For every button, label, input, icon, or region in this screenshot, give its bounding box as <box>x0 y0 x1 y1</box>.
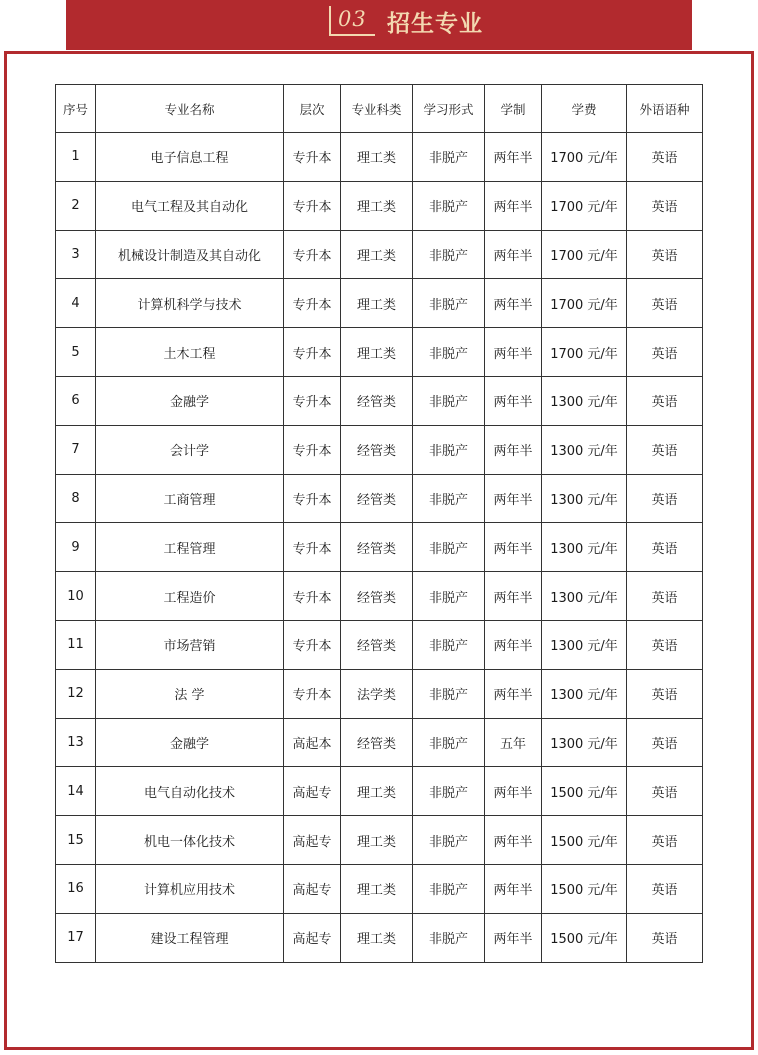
cell-language: 英语 <box>627 376 703 425</box>
table-row <box>56 816 703 865</box>
cell-language: 英语 <box>627 133 703 182</box>
table-row <box>56 230 703 279</box>
cell-major-name: 市场营销 <box>96 620 284 669</box>
cell-duration: 两年半 <box>485 474 542 523</box>
cell-study-mode: 非脱产 <box>413 913 485 962</box>
header-study-mode: 学习形式 <box>413 85 485 133</box>
cell-index: 11 <box>56 620 96 669</box>
cell-index: 16 <box>56 864 96 913</box>
cell-level: 高起专 <box>284 864 341 913</box>
cell-study-mode: 非脱产 <box>413 864 485 913</box>
cell-duration: 两年半 <box>485 767 542 816</box>
cell-level: 专升本 <box>284 425 341 474</box>
cell-index: 7 <box>56 425 96 474</box>
cell-major-name: 机电一体化技术 <box>96 816 284 865</box>
cell-major-name: 金融学 <box>96 376 284 425</box>
cell-tuition: 1300 元/年 <box>542 572 627 621</box>
header-tuition: 学费 <box>542 85 627 133</box>
cell-language: 英语 <box>627 474 703 523</box>
cell-tuition: 1300 元/年 <box>542 376 627 425</box>
cell-tuition: 1300 元/年 <box>542 620 627 669</box>
cell-major-name: 土木工程 <box>96 328 284 377</box>
cell-index: 13 <box>56 718 96 767</box>
cell-category: 理工类 <box>341 181 413 230</box>
cell-duration: 两年半 <box>485 181 542 230</box>
table-row <box>56 133 703 182</box>
cell-study-mode: 非脱产 <box>413 133 485 182</box>
cell-study-mode: 非脱产 <box>413 767 485 816</box>
cell-category: 经管类 <box>341 425 413 474</box>
table-row <box>56 620 703 669</box>
header-level: 层次 <box>284 85 341 133</box>
cell-language: 英语 <box>627 816 703 865</box>
cell-category: 经管类 <box>341 572 413 621</box>
cell-study-mode: 非脱产 <box>413 669 485 718</box>
cell-major-name: 工程管理 <box>96 523 284 572</box>
cell-index: 14 <box>56 767 96 816</box>
section-banner <box>66 0 692 50</box>
table-row <box>56 474 703 523</box>
cell-major-name: 电子信息工程 <box>96 133 284 182</box>
cell-major-name: 工商管理 <box>96 474 284 523</box>
header-language: 外语语种 <box>627 85 703 133</box>
cell-language: 英语 <box>627 181 703 230</box>
cell-level: 专升本 <box>284 133 341 182</box>
table-row <box>56 328 703 377</box>
banner-heading <box>329 6 483 36</box>
cell-major-name: 金融学 <box>96 718 284 767</box>
section-number: 03 <box>338 7 367 31</box>
cell-index: 4 <box>56 279 96 328</box>
cell-category: 理工类 <box>341 328 413 377</box>
cell-study-mode: 非脱产 <box>413 279 485 328</box>
cell-tuition: 1700 元/年 <box>542 181 627 230</box>
cell-language: 英语 <box>627 279 703 328</box>
cell-category: 经管类 <box>341 718 413 767</box>
cell-index: 1 <box>56 133 96 182</box>
cell-language: 英语 <box>627 669 703 718</box>
cell-major-name: 计算机科学与技术 <box>96 279 284 328</box>
cell-level: 专升本 <box>284 669 341 718</box>
cell-duration: 两年半 <box>485 425 542 474</box>
header-duration: 学制 <box>485 85 542 133</box>
cell-study-mode: 非脱产 <box>413 181 485 230</box>
cell-category: 理工类 <box>341 230 413 279</box>
cell-tuition: 1700 元/年 <box>542 328 627 377</box>
cell-index: 6 <box>56 376 96 425</box>
cell-duration: 两年半 <box>485 669 542 718</box>
table-row <box>56 669 703 718</box>
cell-category: 经管类 <box>341 620 413 669</box>
cell-duration: 两年半 <box>485 816 542 865</box>
table-row <box>56 572 703 621</box>
cell-study-mode: 非脱产 <box>413 230 485 279</box>
header-category: 专业科类 <box>341 85 413 133</box>
cell-level: 专升本 <box>284 523 341 572</box>
cell-index: 12 <box>56 669 96 718</box>
cell-index: 9 <box>56 523 96 572</box>
cell-duration: 两年半 <box>485 376 542 425</box>
cell-level: 高起本 <box>284 718 341 767</box>
cell-language: 英语 <box>627 230 703 279</box>
cell-duration: 两年半 <box>485 133 542 182</box>
cell-study-mode: 非脱产 <box>413 328 485 377</box>
table-row <box>56 181 703 230</box>
cell-level: 专升本 <box>284 279 341 328</box>
cell-index: 3 <box>56 230 96 279</box>
cell-language: 英语 <box>627 523 703 572</box>
cell-study-mode: 非脱产 <box>413 376 485 425</box>
cell-index: 15 <box>56 816 96 865</box>
cell-major-name: 机械设计制造及其自动化 <box>96 230 284 279</box>
cell-tuition: 1300 元/年 <box>542 425 627 474</box>
cell-tuition: 1500 元/年 <box>542 913 627 962</box>
cell-tuition: 1700 元/年 <box>542 279 627 328</box>
cell-major-name: 电气工程及其自动化 <box>96 181 284 230</box>
majors-table <box>55 84 703 963</box>
cell-level: 专升本 <box>284 328 341 377</box>
cell-language: 英语 <box>627 620 703 669</box>
cell-duration: 两年半 <box>485 913 542 962</box>
section-title: 招生专业 <box>387 10 483 37</box>
cell-language: 英语 <box>627 328 703 377</box>
cell-level: 专升本 <box>284 376 341 425</box>
cell-category: 理工类 <box>341 279 413 328</box>
cell-study-mode: 非脱产 <box>413 816 485 865</box>
cell-duration: 两年半 <box>485 279 542 328</box>
cell-category: 理工类 <box>341 816 413 865</box>
cell-category: 经管类 <box>341 474 413 523</box>
cell-language: 英语 <box>627 425 703 474</box>
cell-category: 理工类 <box>341 864 413 913</box>
table-row <box>56 376 703 425</box>
cell-duration: 两年半 <box>485 523 542 572</box>
cell-major-name: 会计学 <box>96 425 284 474</box>
table-row <box>56 523 703 572</box>
cell-tuition: 1700 元/年 <box>542 230 627 279</box>
cell-language: 英语 <box>627 767 703 816</box>
cell-study-mode: 非脱产 <box>413 572 485 621</box>
cell-tuition: 1300 元/年 <box>542 669 627 718</box>
cell-study-mode: 非脱产 <box>413 425 485 474</box>
cell-language: 英语 <box>627 913 703 962</box>
cell-duration: 两年半 <box>485 328 542 377</box>
cell-index: 5 <box>56 328 96 377</box>
cell-study-mode: 非脱产 <box>413 474 485 523</box>
cell-language: 英语 <box>627 864 703 913</box>
cell-tuition: 1700 元/年 <box>542 133 627 182</box>
cell-study-mode: 非脱产 <box>413 523 485 572</box>
cell-category: 经管类 <box>341 523 413 572</box>
cell-category: 理工类 <box>341 767 413 816</box>
header-major-name: 专业名称 <box>96 85 284 133</box>
cell-category: 理工类 <box>341 913 413 962</box>
table-row <box>56 279 703 328</box>
cell-study-mode: 非脱产 <box>413 718 485 767</box>
cell-tuition: 1300 元/年 <box>542 523 627 572</box>
cell-study-mode: 非脱产 <box>413 620 485 669</box>
table-row <box>56 864 703 913</box>
cell-category: 理工类 <box>341 133 413 182</box>
cell-level: 高起专 <box>284 767 341 816</box>
cell-major-name: 计算机应用技术 <box>96 864 284 913</box>
cell-index: 8 <box>56 474 96 523</box>
cell-tuition: 1500 元/年 <box>542 767 627 816</box>
cell-level: 专升本 <box>284 620 341 669</box>
table-row <box>56 767 703 816</box>
cell-duration: 两年半 <box>485 572 542 621</box>
table-row <box>56 718 703 767</box>
header-index: 序号 <box>56 85 96 133</box>
cell-index: 10 <box>56 572 96 621</box>
section-number-bracket <box>329 6 375 36</box>
cell-level: 高起专 <box>284 816 341 865</box>
cell-language: 英语 <box>627 718 703 767</box>
cell-category: 经管类 <box>341 376 413 425</box>
cell-duration: 两年半 <box>485 620 542 669</box>
cell-major-name: 建设工程管理 <box>96 913 284 962</box>
table-body <box>56 133 703 963</box>
cell-major-name: 法 学 <box>96 669 284 718</box>
cell-level: 专升本 <box>284 230 341 279</box>
cell-index: 2 <box>56 181 96 230</box>
table-row <box>56 913 703 962</box>
table-header-row <box>56 85 703 133</box>
cell-level: 专升本 <box>284 474 341 523</box>
cell-duration: 两年半 <box>485 230 542 279</box>
cell-tuition: 1500 元/年 <box>542 864 627 913</box>
cell-duration: 两年半 <box>485 864 542 913</box>
cell-language: 英语 <box>627 572 703 621</box>
cell-major-name: 电气自动化技术 <box>96 767 284 816</box>
cell-major-name: 工程造价 <box>96 572 284 621</box>
table-row <box>56 425 703 474</box>
cell-tuition: 1500 元/年 <box>542 816 627 865</box>
cell-index: 17 <box>56 913 96 962</box>
cell-category: 法学类 <box>341 669 413 718</box>
cell-tuition: 1300 元/年 <box>542 718 627 767</box>
cell-level: 专升本 <box>284 181 341 230</box>
cell-level: 专升本 <box>284 572 341 621</box>
cell-level: 高起专 <box>284 913 341 962</box>
cell-duration: 五年 <box>485 718 542 767</box>
cell-tuition: 1300 元/年 <box>542 474 627 523</box>
